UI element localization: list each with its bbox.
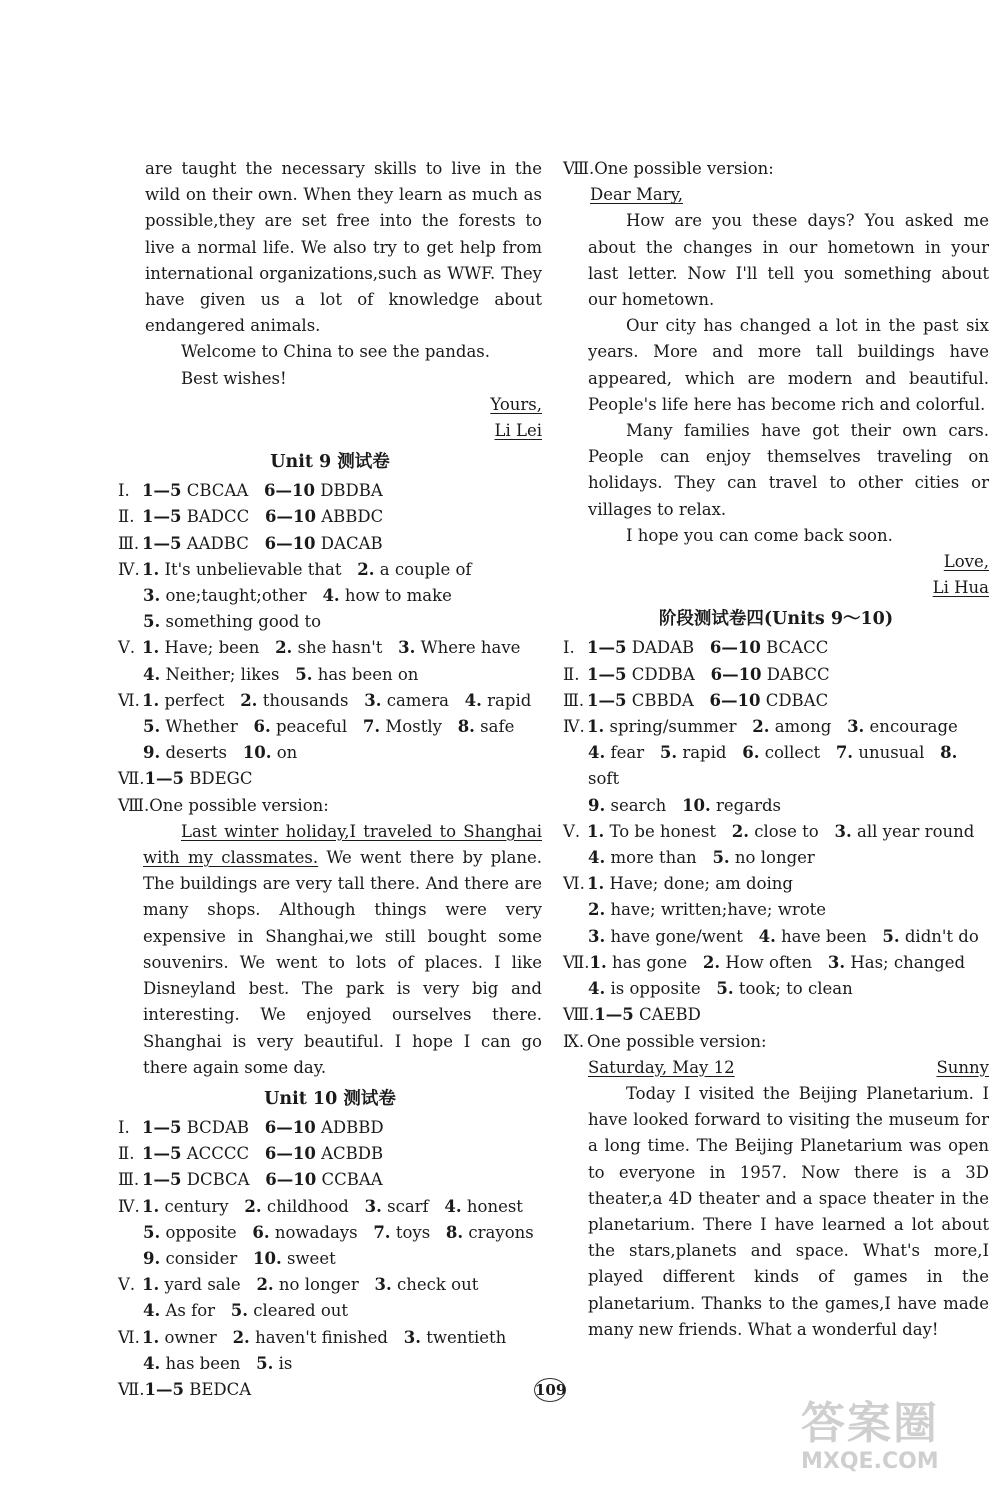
diary-body: Today I visited the Beijing Planetarium. I have looked forward to visiting the museum for a long time. The Beijing Planetarium was open to everyone in 1957. Now there is a 3D theater,a 4D theater and a space theater in the planetarium. There I have learned a lot about the stars,planets and space. What's more,I played different kinds of games in the planetarium. Thanks to the games,I have made many new friends. What a wonderful day! [588, 1083, 989, 1339]
answer-row: Ⅶ.1—5 BDEGC [118, 769, 253, 789]
answer-row: Ⅴ. 1. Have; been 2. she hasn't 3. Where have [118, 638, 521, 658]
answer-row: Ⅸ. One possible version: [563, 1031, 767, 1051]
answer-row: 2. have; written;have; wrote [588, 900, 827, 920]
section-title-unit9: Unit 9 测试卷 [270, 452, 390, 473]
letter-greeting: Dear Mary, [590, 185, 683, 205]
answer-row: Ⅵ. 1. owner 2. haven't finished 3. twentieth [118, 1327, 507, 1347]
diary-date: Saturday, May 12 [588, 1057, 735, 1077]
page-number: 109 [529, 1378, 571, 1402]
watermark-logo: 答案圈 MXQE.COM [801, 1398, 939, 1474]
answer-row: Ⅳ. 1. It's unbelievable that 2. a couple of [118, 559, 472, 579]
letter-continuation: are taught the necessary skills to live in the wild on their own. When they learn as much as possible,they are set free into the forests to live a normal life. We also try to get help from international organizations,such as WWF. They have given us a lot of knowledge about endangered animals. [145, 159, 542, 336]
answer-row: Ⅴ. 1. yard sale 2. no longer 3. check out [118, 1275, 479, 1295]
answer-row: Ⅲ. 1—5 CBBDA 6—10 CDBAC [563, 690, 829, 710]
answer-row: 4. As for 5. cleared out [143, 1301, 349, 1321]
letter-signature: Li Hua [932, 578, 989, 598]
letter-paragraph: Our city has changed a lot in the past six years. More and more tall buildings have appeared, which are modern and beautiful. People's life here has become rich and colorful. [588, 316, 989, 414]
section-title-unit10: Unit 10 测试卷 [264, 1088, 396, 1109]
answer-row: Ⅳ. 1. spring/summer 2. among 3. encourage [563, 717, 958, 737]
section-title-stage4: 阶段测试卷四(Units 9～10) [658, 609, 894, 630]
answer-row: Ⅱ. 1—5 BADCC 6—10 ABBDC [118, 507, 384, 527]
answer-row: 4. Neither; likes 5. has been on [143, 664, 419, 684]
answer-row: 9. deserts 10. on [143, 743, 298, 763]
answer-row: Ⅰ. 1—5 DADAB 6—10 BCACC [563, 638, 829, 658]
letter-paragraph: Welcome to China to see the pandas. [181, 342, 490, 362]
answer-row: Ⅶ.1. has gone 2. How often 3. Has; changed [563, 952, 966, 972]
answer-row: Ⅱ. 1—5 CDDBA 6—10 DABCC [563, 664, 830, 684]
answer-row: Ⅷ.1—5 CAEBD [563, 1005, 701, 1025]
answer-row: Ⅵ. 1. perfect 2. thousands 3. camera 4. rapid [118, 690, 532, 710]
answer-row: Ⅲ. 1—5 DCBCA 6—10 CCBAA [118, 1170, 383, 1190]
letter-closing: Yours, [490, 394, 542, 414]
answer-row: Ⅲ. 1—5 AADBC 6—10 DACAB [118, 533, 383, 553]
answer-row: 5. something good to [143, 612, 322, 632]
answer-row: Ⅷ.One possible version: [118, 795, 329, 815]
answer-row: 5. Whether 6. peaceful 7. Mostly 8. safe [143, 717, 515, 737]
letter-paragraph: I hope you can come back soon. [625, 525, 893, 545]
right-column [563, 156, 989, 1343]
letter-closing: Love, [943, 552, 989, 572]
answer-row: 3. have gone/went 4. have been 5. didn't do [588, 926, 979, 946]
letter-paragraph: How are you these days? You asked me about the changes in our hometown in your last letter. Now I'll tell you something about our hometown. [588, 211, 989, 310]
answer-row: 3. one;taught;other 4. how to make [143, 586, 452, 606]
letter-paragraph: Best wishes! [181, 368, 287, 388]
answer-row: 9. consider 10. sweet [143, 1248, 336, 1268]
answer-row: Ⅵ. 1. Have; done; am doing [563, 874, 793, 894]
answer-row: 4. is opposite 5. took; to clean [588, 979, 853, 999]
left-column [118, 156, 542, 1403]
answer-row: 9. search 10. regards [588, 795, 781, 815]
answer-row: Ⅱ. 1—5 ACCCC 6—10 ACBDB [118, 1144, 384, 1164]
answer-row: Ⅰ. 1—5 BCDAB 6—10 ADBBD [118, 1117, 384, 1137]
answer-row: Ⅳ. 1. century 2. childhood 3. scarf 4. honest [118, 1196, 523, 1216]
essay: Last winter holiday,I traveled to Shanghai with my classmates. We went there by plane. The buildings are very tall there. And there are many shops. Although things were very expensive in Shanghai,we still bought some souvenirs. We went to lots of places. I like Disneyland best. The park is very big and interesting. We enjoyed ourselves there. Shanghai is very beautiful. I hope I can go there again some day. [143, 821, 542, 1077]
answer-row: 4. has been 5. is [143, 1353, 293, 1373]
answer-row: Ⅷ.One possible version: [563, 159, 774, 178]
letter-paragraph: Many families have got their own cars. People can enjoy themselves traveling on holidays. They can travel to other cities or villages to relax. [588, 421, 989, 519]
letter-signature: Li Lei [494, 421, 542, 441]
answer-row: 4. more than 5. no longer [588, 848, 815, 868]
answer-row: 5. opposite 6. nowadays 7. toys 8. crayons [143, 1222, 534, 1242]
diary-date-row [563, 1055, 989, 1081]
answer-row: Ⅶ.1—5 BEDCA [118, 1379, 252, 1399]
diary-weather: Sunny [936, 1057, 989, 1077]
answer-row: 4. fear 5. rapid 6. collect 7. unusual 8. soft [588, 743, 958, 789]
answer-row: Ⅰ. 1—5 CBCAA 6—10 DBDBA [118, 481, 383, 501]
answer-row: Ⅴ. 1. To be honest 2. close to 3. all year round [563, 821, 975, 841]
